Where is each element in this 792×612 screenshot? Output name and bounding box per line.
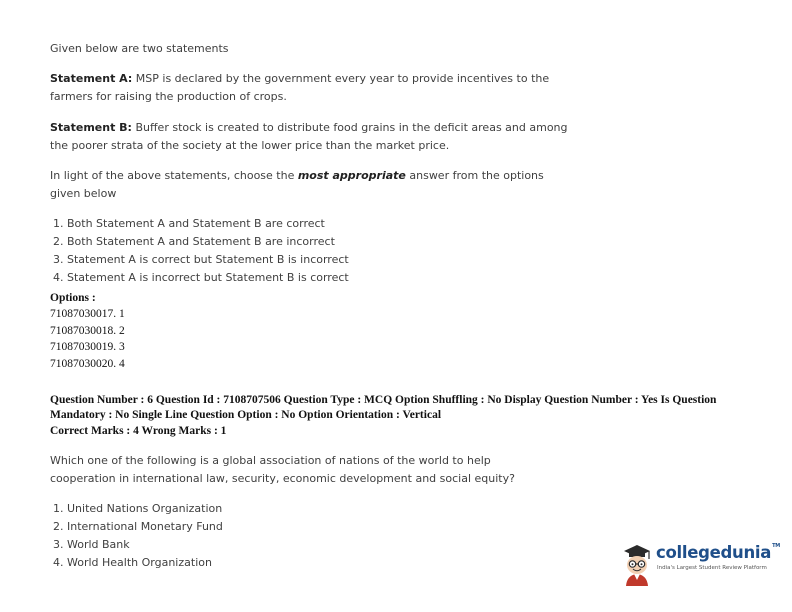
option-id-1: 71087030017. 1 [50,308,125,320]
logo-name: collegedunia [656,543,772,562]
instruction-emphasis: most appropriate [297,169,406,182]
q5-choice-2: 2. Both Statement A and Statement B are incorrect [53,235,335,248]
q5-choice-4: 4. Statement A is incorrect but Statement B is correct [53,271,349,284]
option-id-list [50,306,125,372]
q5-choice-1: 1. Both Statement A and Statement B are correct [53,217,325,230]
q5-choice-list [53,215,349,287]
q5-statement-a [50,70,570,106]
options-label: Options : [50,292,96,304]
q6-question: Which one of the following is a global association of nations of the world to help cooperation in international law, security, economic development and social equity? [50,454,515,485]
q6-marks: Correct Marks : 4 Wrong Marks : 1 [50,425,227,437]
q6-choice-3: 3. World Bank [53,538,130,551]
logo-wordmark [656,543,780,562]
instruction-pre: In light of the above statements, choose the [50,169,298,182]
q5-statement-b [50,119,570,155]
logo-tagline: India's Largest Student Review Platform [657,565,767,571]
logo-tm: TM [772,543,780,549]
collegedunia-logo [620,543,780,587]
option-id-2: 71087030018. 2 [50,324,125,337]
instruction-post: answer from the options given below [50,169,544,200]
option-id-4: 71087030020. 4 [50,357,125,370]
statement-a-text: MSP is declared by the government every year to provide incentives to the farmers for raising the production of crops. [50,72,550,103]
statement-a-label: Statement A: [50,72,133,85]
mascot-icon [620,543,654,587]
q6-choice-1: 1. United Nations Organization [53,502,223,515]
statement-b-label: Statement B: [50,121,132,134]
option-id-3: 71087030019. 3 [50,341,125,353]
q6-choice-2: 2. International Monetary Fund [53,520,223,533]
q5-choice-3: 3. Statement A is correct but Statement B is incorrect [53,253,349,266]
q6-choice-4: 4. World Health Organization [53,556,212,569]
statement-b-text: Buffer stock is created to distribute food grains in the deficit areas and among the poorer strata of the society at the lower price than the market price. [50,121,568,152]
q6-meta-line-2: Mandatory : No Single Line Question Option : No Option Orientation : Vertical [50,409,442,421]
q6-meta-line-1: Question Number : 6 Question Id : 7108707506 Question Type : MCQ Option Shuffling : No Display Question Number : Yes Is Question [50,394,717,406]
q6-choice-list [53,500,223,572]
q5-intro: Given below are two statements [50,42,229,55]
q5-instruction [50,167,560,203]
